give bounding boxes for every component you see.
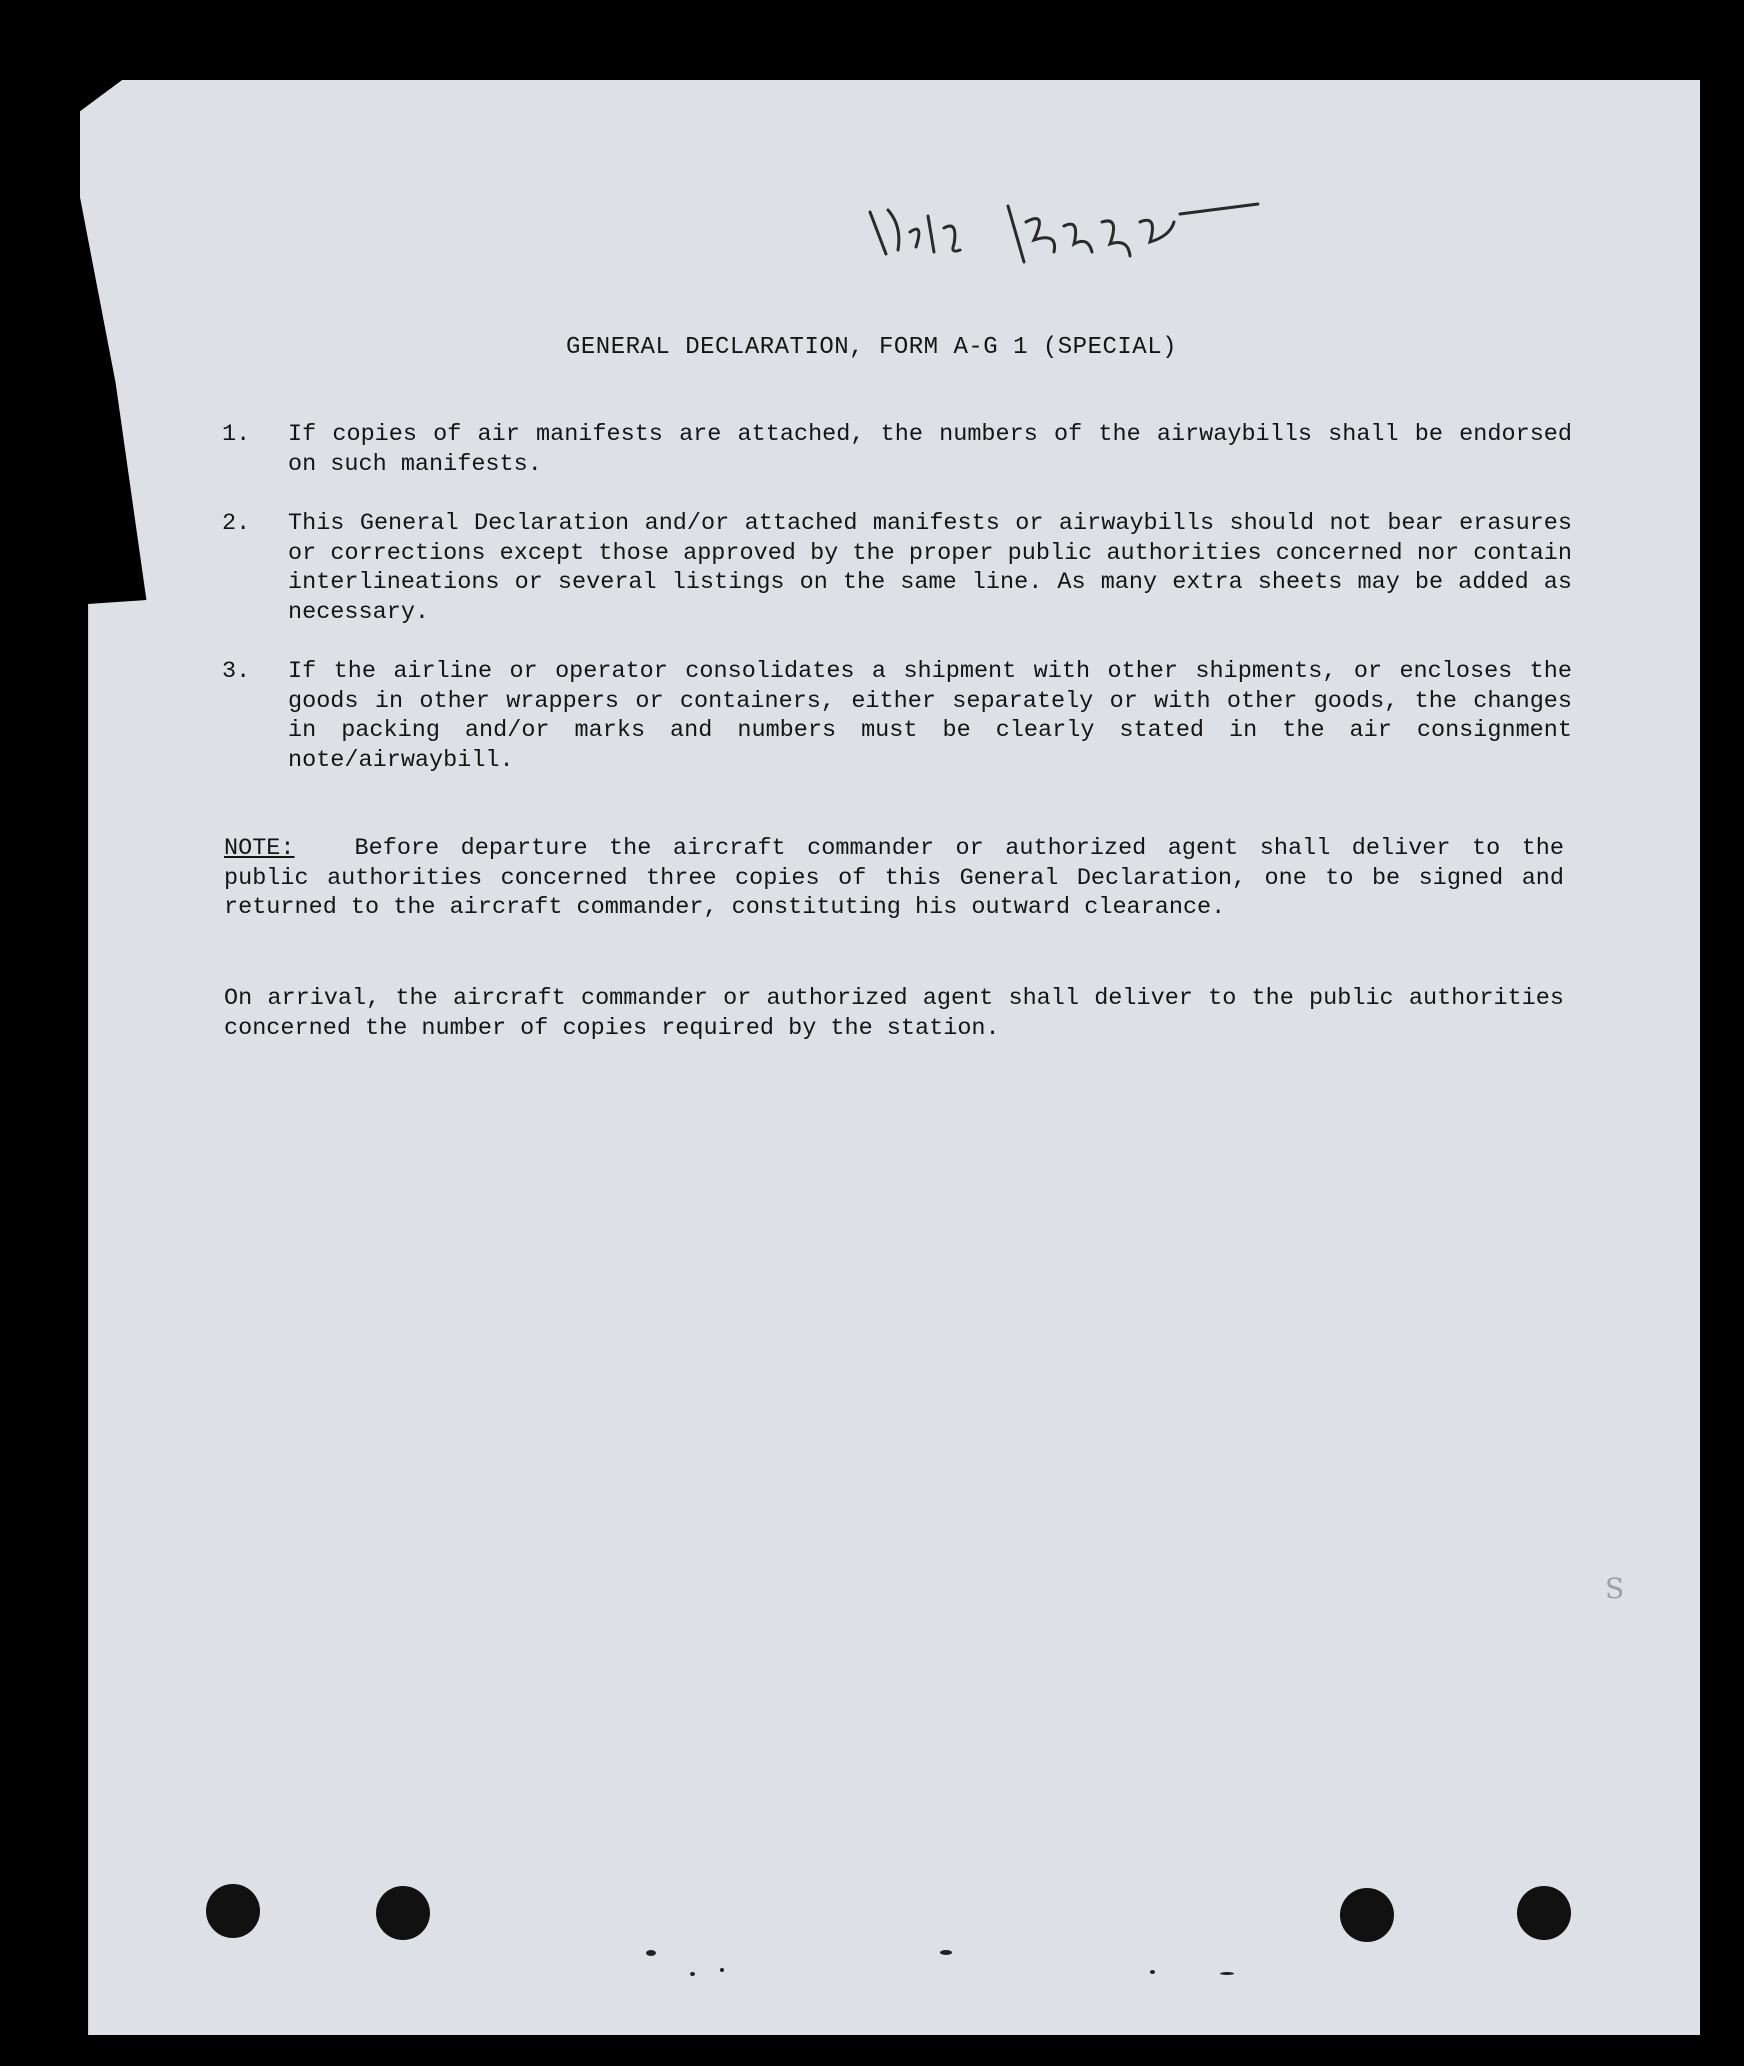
- punch-hole: [206, 1884, 260, 1938]
- instruction-item: [222, 657, 1572, 775]
- document-page: [80, 80, 1700, 2035]
- document-title: GENERAL DECLARATION, FORM A-G 1 (SPECIAL): [566, 334, 1177, 361]
- punch-hole: [1340, 1888, 1394, 1942]
- instruction-text: If the airline or operator consolidates a shipment with other shipments, or encloses the goods in other wrappers or containers, either separately or with other goods, the changes in packing and/or marks and numbers must be clearly stated in the air consignment note/airwaybill.: [288, 658, 1572, 774]
- instruction-list: [222, 420, 1572, 805]
- margin-mark: S: [1605, 1572, 1625, 1605]
- handwritten-signature: [858, 192, 1278, 282]
- instruction-text: This General Declaration and/or attached manifests or airwaybills should not bear erasures or corrections except those approved by the proper public authorities concerned nor contain interlineations or several listings on the same line. As many extra sheets may be added as necessary.: [288, 510, 1572, 626]
- paper-speck: [720, 1968, 724, 1972]
- paper-speck: [1150, 1970, 1155, 1974]
- paper-speck: [690, 1972, 695, 1976]
- instruction-item: [222, 509, 1572, 627]
- punch-hole: [376, 1886, 430, 1940]
- note-text: Before departure the aircraft commander or authorized agent shall deliver to the public authorities concerned three copies of this General Declaration, one to be signed and returned to the aircraft commander, constituting his outward clearance.: [224, 835, 1564, 921]
- arrival-paragraph: On arrival, the aircraft commander or authorized agent shall deliver to the public authorities concerned the number of copies required by the station.: [224, 985, 1564, 1042]
- note-label: NOTE:: [224, 835, 295, 862]
- instruction-item: [222, 420, 1572, 479]
- paper-speck: [1220, 1972, 1234, 1975]
- instruction-number: 2.: [222, 510, 251, 537]
- paper-speck: [940, 1950, 952, 1955]
- note-paragraph: [224, 834, 1564, 923]
- instruction-text: If copies of air manifests are attached, the numbers of the airwaybills shall be endorsed on such manifests.: [288, 421, 1572, 478]
- instruction-number: 1.: [222, 421, 251, 448]
- punch-hole: [1517, 1886, 1571, 1940]
- instruction-number: 3.: [222, 658, 251, 685]
- paper-speck: [646, 1950, 656, 1956]
